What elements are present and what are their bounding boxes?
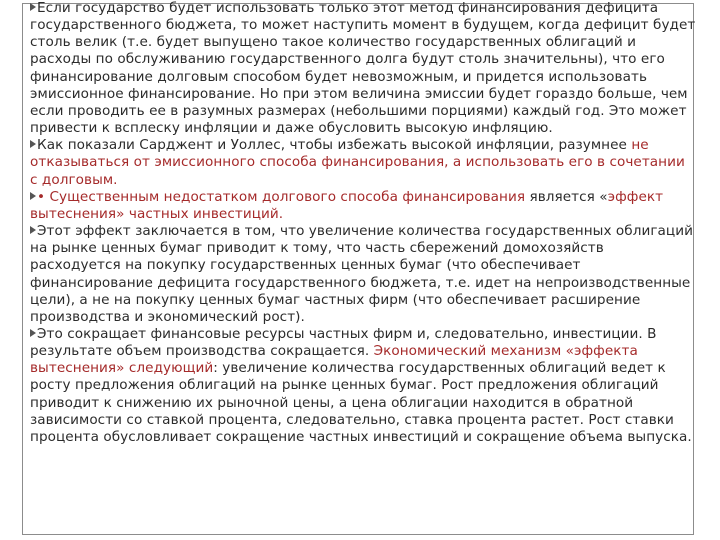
arrow-bullet-icon (30, 329, 36, 337)
arrow-bullet-icon (30, 140, 36, 148)
paragraph-3 (30, 189, 696, 223)
paragraph-5-text: Это сокращает финансовые ресурсы частных фирм и, следовательно, инвестиции. В результате объем производства сокращается. (30, 325, 657, 360)
paragraph-3-highlight-2: эффект вытеснения» частных инвестиций. (30, 188, 664, 222)
paragraph-5-highlight: Экономический механизм «эффекта вытеснения» следующий (30, 343, 638, 377)
slide-text (30, 0, 696, 446)
arrow-bullet-icon (30, 226, 36, 234)
arrow-bullet-icon (30, 192, 36, 200)
paragraph-4 (30, 223, 696, 326)
paragraph-1-text: Если государство будет использовать только этот метод финансирования дефицита государственного бюджета, то может наступить момент в будущем, когда дефицит будет столь велик (т.е. будет выпущено такое количество государственных облигаций и расходы по обслуживанию государственного долга будут столь значительны), что его финансирование долговым способом будет невозможным, и придется использовать эмиссионное финансирование. Но при этом величина эмиссии будет гораздо больше, чем если проводить ее в разумных размерах (небольшими порциями) каждый год. Это может привести к всплеску инфляции и даже обусловить высокую инфляцию. (30, 0, 696, 137)
paragraph-4-text: Этот эффект заключается в том, что увеличение количества государственных облигаций на рынке ценных бумаг приводит к тому, что часть сбережений домохозяйств расходуется на покупку государственных ценных бумаг (что обеспечивает финансирование дефицита государственного бюджета, т.е. идет на непроизводственные цели), а не на покупку ценных бумаг частных фирм (что обеспечивает расширение производства и экономический рост). (30, 223, 693, 325)
paragraph-3-text: является « (525, 188, 608, 205)
paragraph-3-highlight: • Существенным недостатком долгового способа финансирования (37, 188, 526, 205)
paragraph-2-highlight: не отказываться от эмиссионного способа финансирования, а использовать его в сочетании с долговым. (30, 137, 685, 188)
paragraph-5 (30, 326, 696, 446)
paragraph-5-text-2: : увеличение количества государственных облигаций ведет к росту предложения облигаций на рынке ценных бумаг. Рост предложения облигаций приводит к снижению их рыночной цены, а цена облигации находится в обратной зависимости со ставкой процента, следовательно, ставка процента растет. Рост ставки процента обусловливает сокращение частных инвестиций и сокращение объема выпуска. (30, 360, 692, 445)
paragraph-2 (30, 137, 696, 188)
paragraph-2-text: Как показали Сарджент и Уоллес, чтобы избежать высокой инфляции, разумнее (37, 137, 632, 154)
arrow-bullet-icon (30, 3, 36, 11)
paragraph-1 (30, 0, 696, 137)
